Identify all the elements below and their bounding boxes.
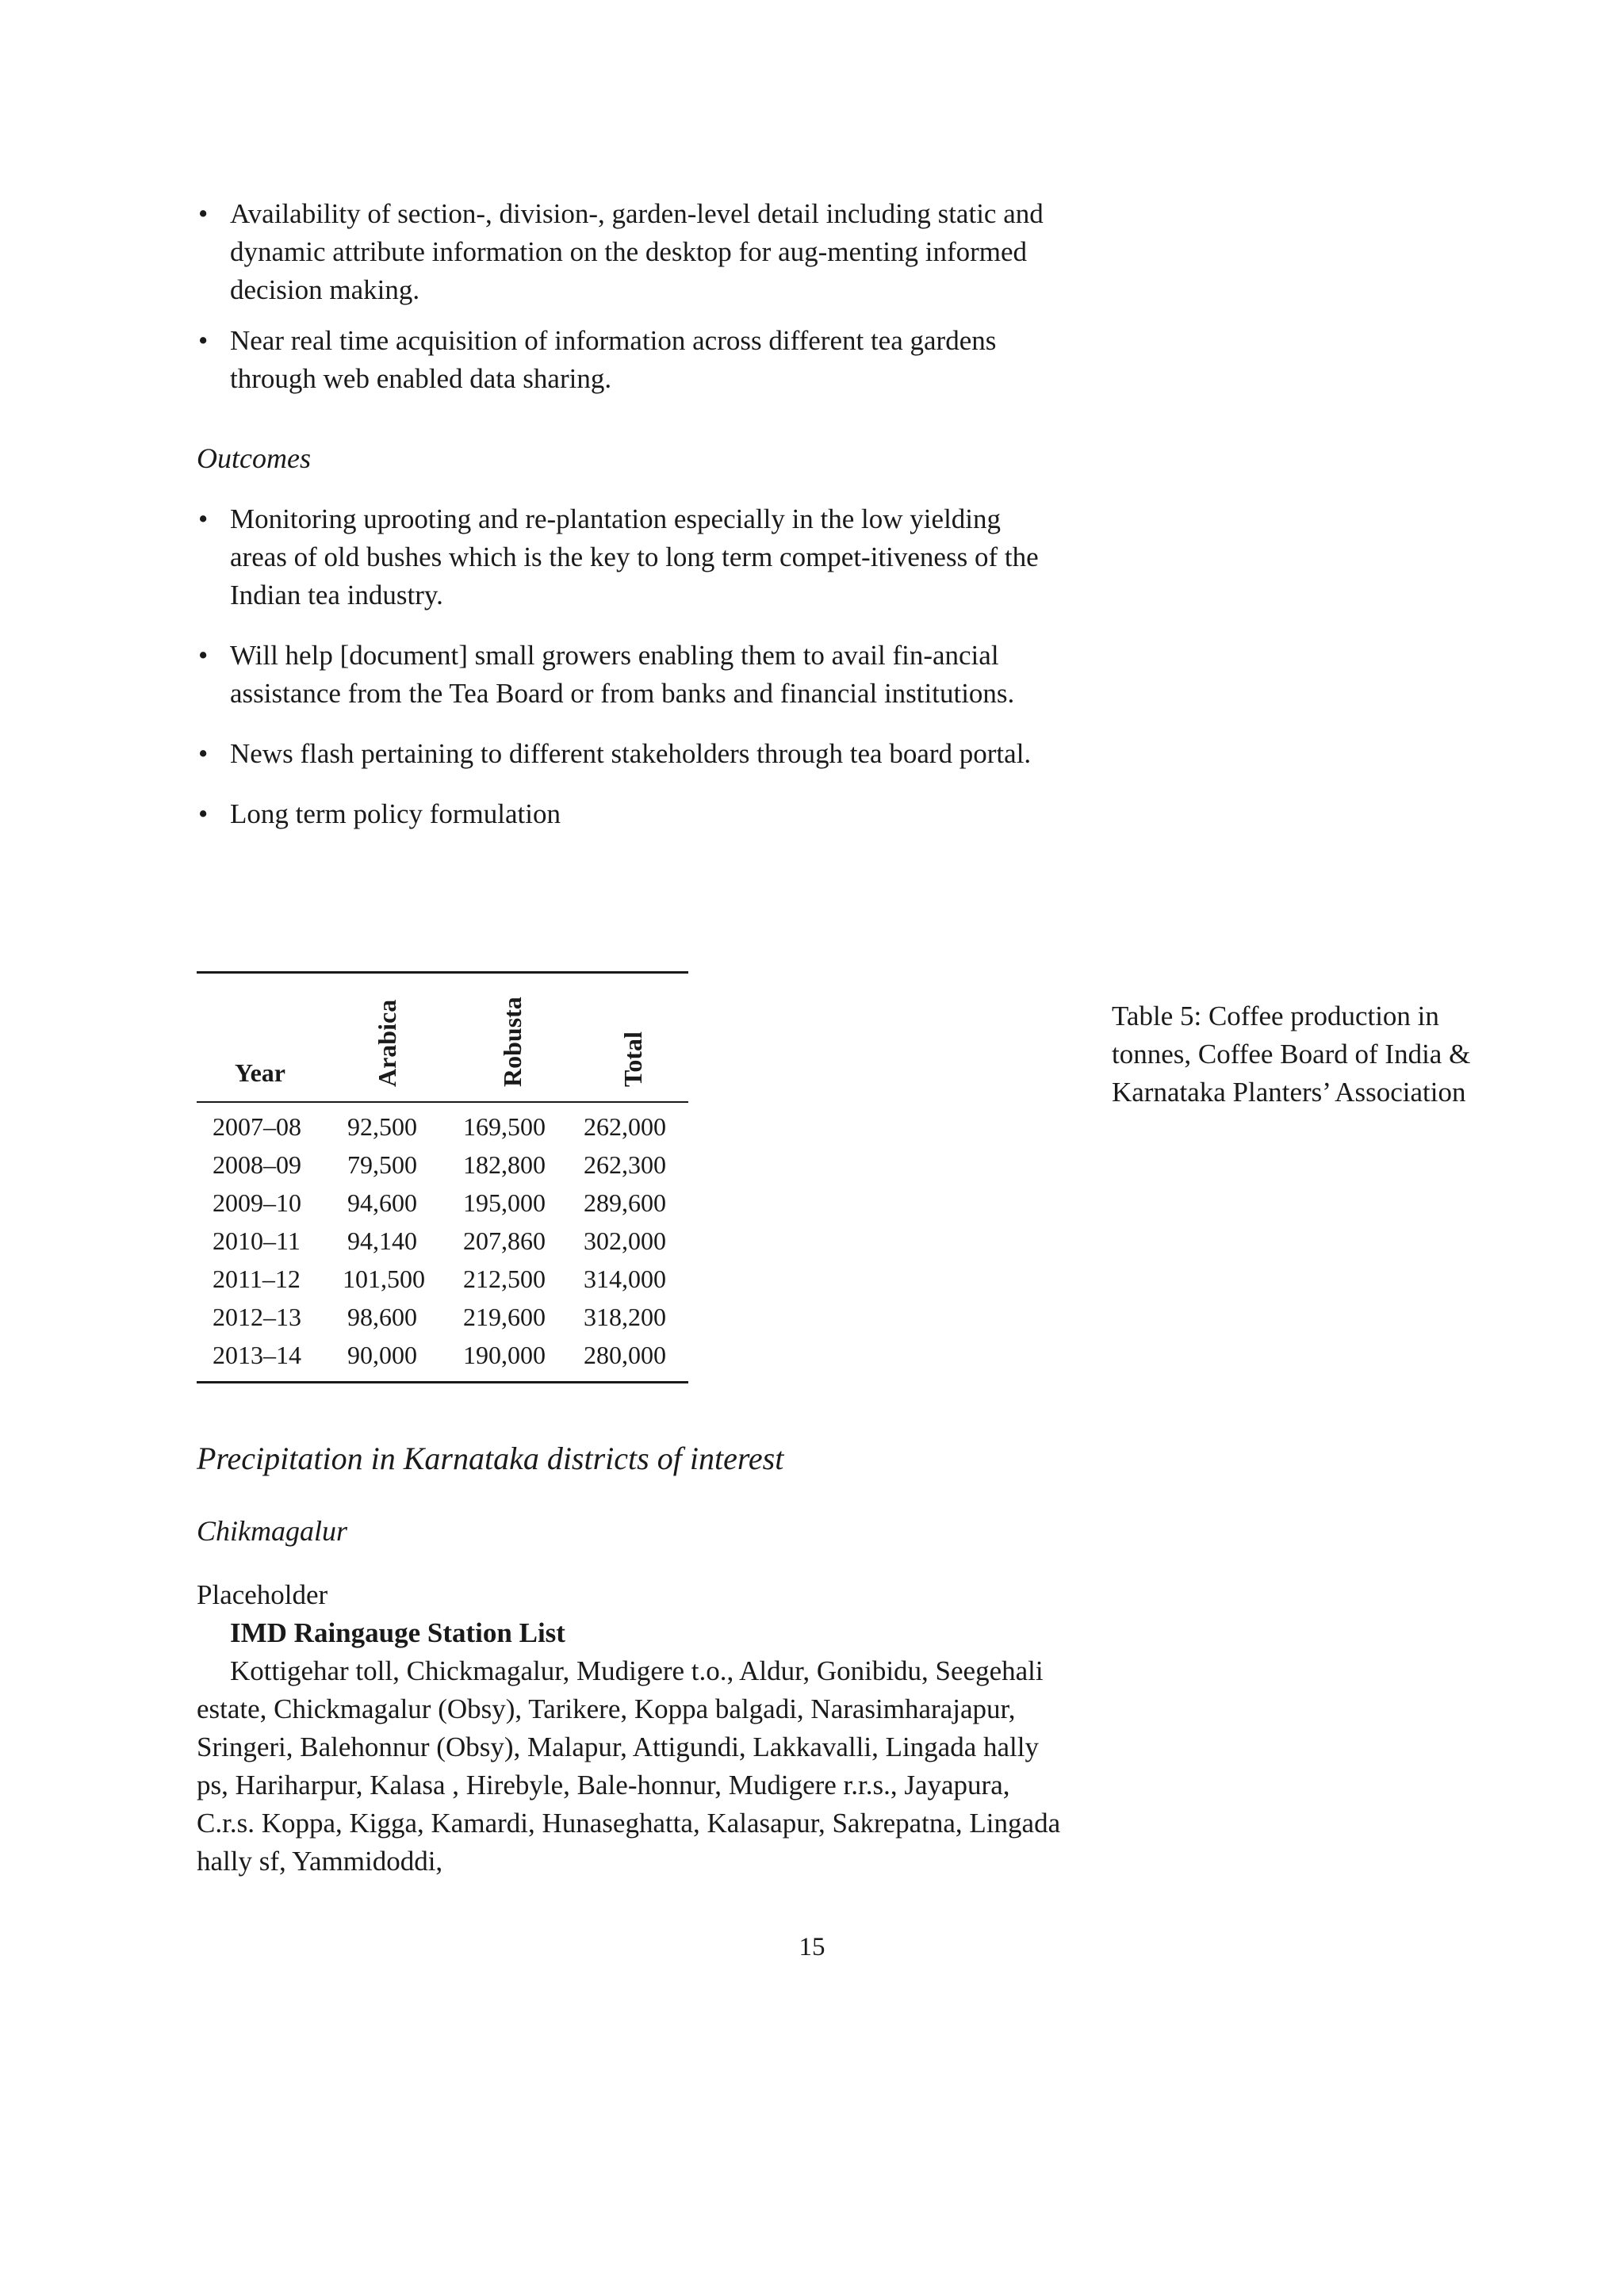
- table-body: [197, 1112, 688, 1379]
- list-item: • News flash pertaining to different stakeholders through tea board portal.: [197, 735, 1061, 773]
- table-row: [197, 1150, 688, 1188]
- cell-year: 2007–08: [213, 1112, 301, 1141]
- cell-arabica: 90,000: [347, 1341, 417, 1369]
- station-list-title: IMD Raingauge Station List: [230, 1617, 565, 1648]
- cell-year: 2013–14: [213, 1341, 301, 1369]
- table-top-rule: [197, 971, 688, 974]
- chikmagalur-content: [197, 1576, 1061, 1881]
- list-item: • Monitoring uprooting and re-plantation especially in the low yielding areas of old bushes which is the key to long term compet-itiveness of the Indian tea industry.: [197, 500, 1061, 614]
- cell-total: 262,300: [584, 1150, 666, 1179]
- section-heading: Precipitation in Karnataka districts of interest: [197, 1441, 784, 1476]
- table-row: [197, 1265, 688, 1303]
- table-caption: Table 5: Coffee production in tonnes, Coffee Board of India & Karnataka Planters’ Association: [1112, 1001, 1471, 1108]
- cell-arabica: 92,500: [347, 1112, 417, 1141]
- cell-robusta: 195,000: [463, 1188, 546, 1217]
- table-row: [197, 1188, 688, 1226]
- cell-arabica: 94,600: [347, 1188, 417, 1217]
- cell-year: 2011–12: [213, 1265, 301, 1293]
- header-year: Year: [235, 1058, 285, 1087]
- subsection-heading: Chikmagalur: [197, 1515, 348, 1547]
- header-robusta: Robusta: [498, 997, 527, 1087]
- cell-robusta: 219,600: [463, 1303, 546, 1331]
- header-arabica: Arabica: [373, 999, 401, 1087]
- cell-year: 2010–11: [213, 1226, 301, 1255]
- top-bullet-list: [197, 195, 1061, 398]
- cell-total: 314,000: [584, 1265, 666, 1293]
- table-bottom-rule: [197, 1381, 688, 1383]
- table-row: [197, 1303, 688, 1341]
- cell-total: 280,000: [584, 1341, 666, 1369]
- cell-total: 262,000: [584, 1112, 666, 1141]
- table-row: [197, 1226, 688, 1265]
- cell-year: 2008–09: [213, 1150, 301, 1179]
- placeholder-text: Placeholder: [197, 1579, 328, 1610]
- cell-arabica: 101,500: [343, 1265, 425, 1293]
- list-item: • Near real time acquisition of information across different tea gardens through web enabled data sharing.: [197, 322, 1061, 398]
- cell-total: 289,600: [584, 1188, 666, 1217]
- cell-year: 2012–13: [213, 1303, 301, 1331]
- list-item: • Availability of section-, division-, garden-level detail including static and dynamic attribute information on the desktop for aug-menting informed decision making.: [197, 195, 1061, 309]
- cell-arabica: 98,600: [347, 1303, 417, 1331]
- cell-robusta: 212,500: [463, 1265, 546, 1293]
- outcomes-bullet-list: [197, 500, 1061, 833]
- cell-arabica: 94,140: [347, 1226, 417, 1255]
- outcomes-heading: Outcomes: [197, 442, 311, 474]
- page-number: 15: [799, 1933, 825, 1961]
- cell-robusta: 207,860: [463, 1226, 546, 1255]
- cell-robusta: 182,800: [463, 1150, 546, 1179]
- table-header-rule: [197, 1101, 688, 1103]
- table-row: [197, 1112, 688, 1150]
- cell-total: 318,200: [584, 1303, 666, 1331]
- list-item: • Long term policy formulation: [197, 795, 1061, 833]
- station-list-text: Kottigehar toll, Chickmagalur, Mudigere t.o., Aldur, Gonibidu, Seegehali estate, Chickmagalur (Obsy), Tarikere, Koppa balgadi, Narasimharajapur, Sringeri, Balehonnur (Obsy), Malapur, Attigundi, Lakkavalli, Lingada hally ps, Hariharpur, Kalasa , Hirebyle, Bale-honnur, Mudigere r.r.s., Jayapura, C.r.s. Koppa, Kigga, Kamardi, Hunaseghatta, Kalasapur, Sakrepatna, Lingada hally sf, Yammidoddi,: [197, 1655, 1061, 1877]
- cell-total: 302,000: [584, 1226, 666, 1255]
- list-item: • Will help [document] small growers enabling them to avail fin-ancial assistance from the Tea Board or from banks and financial institutions.: [197, 637, 1061, 713]
- table-row: [197, 1341, 688, 1379]
- cell-arabica: 79,500: [347, 1150, 417, 1179]
- cell-year: 2009–10: [213, 1188, 301, 1217]
- cell-robusta: 190,000: [463, 1341, 546, 1369]
- header-total: Total: [619, 1031, 647, 1087]
- cell-robusta: 169,500: [463, 1112, 546, 1141]
